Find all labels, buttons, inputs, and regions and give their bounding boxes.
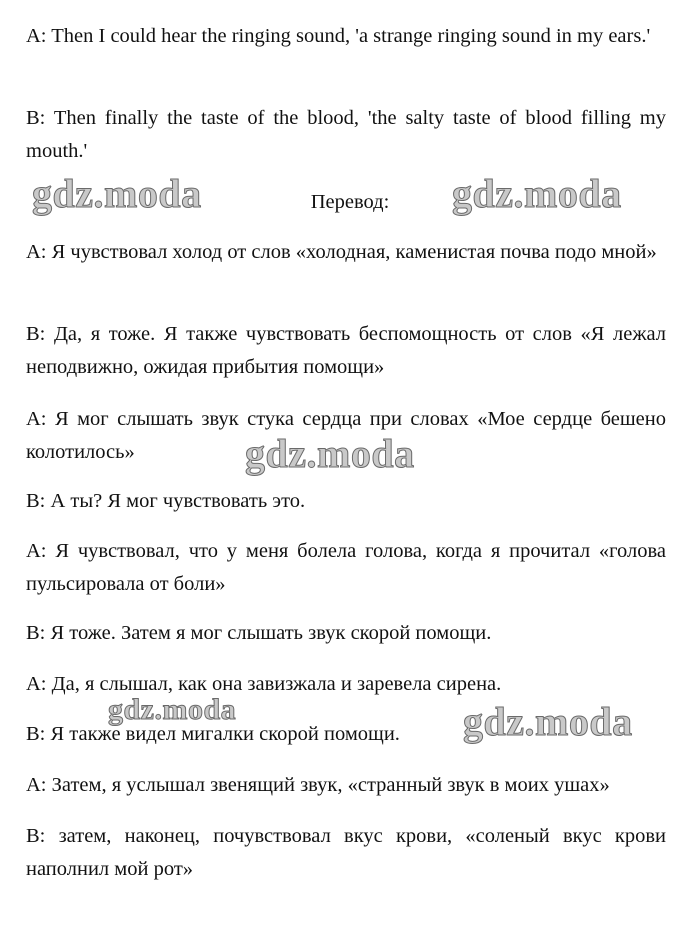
translation-line-9: A: Затем, я услышал звенящий звук, «странный звук в моих ушах» bbox=[26, 774, 610, 796]
translation-label: Перевод: bbox=[310, 191, 390, 213]
translation-line-5: A: Я чувствовал, что у меня болела голова, когда я прочитал «голова пульсировала от боли» bbox=[26, 540, 666, 595]
watermark: gdz.moda bbox=[452, 171, 622, 216]
english-line-b: B: Then finally the taste of the blood, 'the salty taste of blood filling my mouth.' bbox=[26, 107, 666, 162]
watermark: gdz.moda bbox=[32, 171, 202, 216]
watermark: gdz.moda bbox=[463, 699, 633, 744]
translation-line-6: B: Я тоже. Затем я мог слышать звук скорой помощи. bbox=[26, 622, 492, 644]
translation-line-1: A: Я чувствовал холод от слов «холодная, каменистая почва подо мной» bbox=[26, 241, 657, 263]
translation-line-7: A: Да, я слышал, как она завизжала и заревела сирена. bbox=[26, 673, 502, 695]
translation-line-8: B: Я также видел мигалки скорой помощи. bbox=[26, 723, 400, 745]
translation-line-2: B: Да, я тоже. Я также чувствовать беспомощность от слов «Я лежал неподвижно, ожидая прибытия помощи» bbox=[26, 323, 666, 378]
watermark: gdz.moda bbox=[245, 431, 415, 476]
watermark: gdz.moda bbox=[108, 693, 237, 726]
translation-line-10: B: затем, наконец, почувствовал вкус крови, «соленый вкус крови наполнил мой рот» bbox=[26, 825, 666, 880]
translation-line-4: B: А ты? Я мог чувствовать это. bbox=[26, 490, 306, 512]
translation-line-3: A: Я мог слышать звук стука сердца при словах «Мое сердце бешено колотилось» bbox=[26, 408, 666, 463]
english-line-a: A: Then I could hear the ringing sound, 'a strange ringing sound in my ears.' bbox=[26, 25, 651, 47]
